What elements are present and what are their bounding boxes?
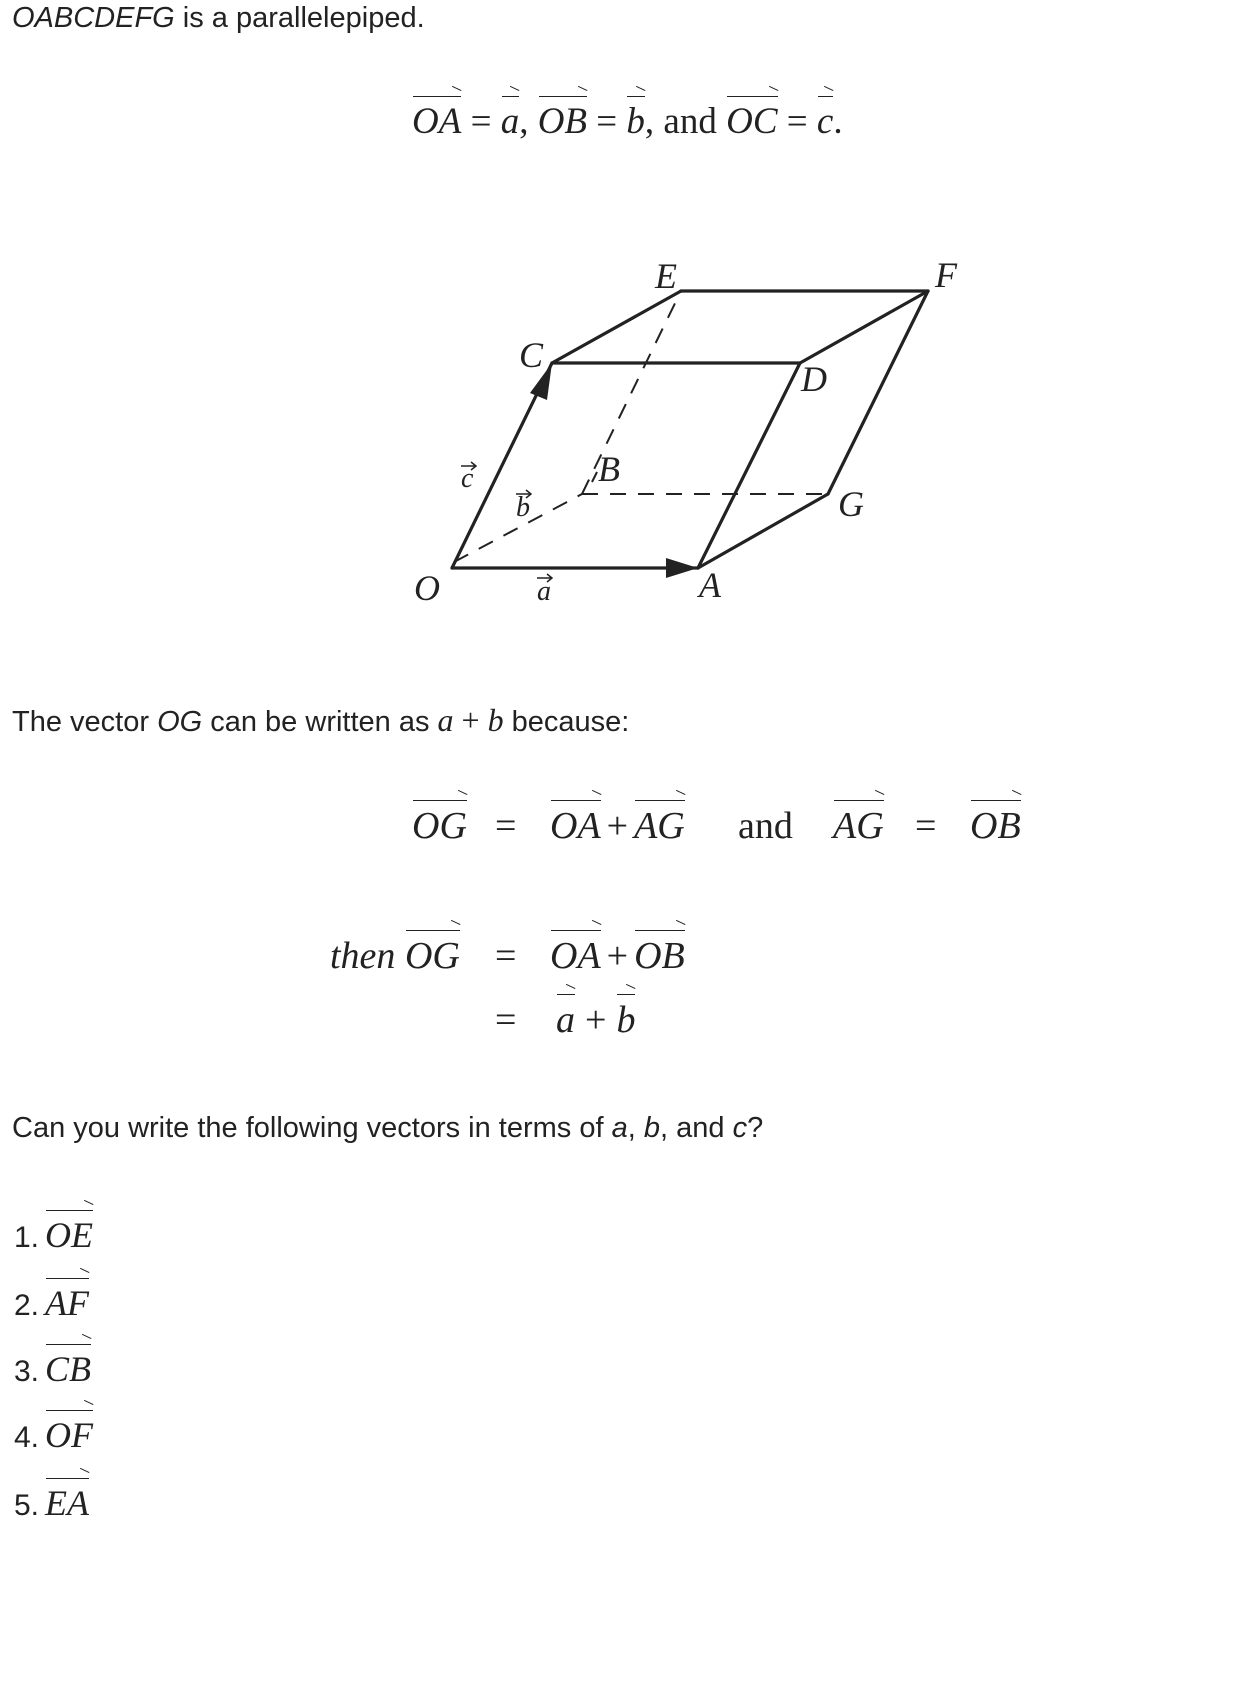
intro-rest: is a parallelepiped. xyxy=(174,2,425,34)
solid-name: OABCDEFG xyxy=(12,2,175,34)
d2-lhs: OG xyxy=(404,935,460,977)
exercise-item-5 xyxy=(14,1482,89,1524)
d3-eq: = xyxy=(495,999,517,1041)
label-f: F xyxy=(935,255,957,295)
exercise-item-4 xyxy=(14,1414,93,1456)
d1-r1: OA xyxy=(550,805,601,847)
vector-ob: OB xyxy=(537,101,588,142)
d1-eq2: = xyxy=(915,805,937,847)
d1-lhs2: AG xyxy=(833,805,884,847)
question-sep2: , and xyxy=(660,1112,733,1144)
d2-eq: = xyxy=(495,935,517,977)
derivation-line-3 xyxy=(556,998,635,1042)
question-a: a xyxy=(611,1112,628,1144)
d1-lhs2-wrap xyxy=(833,804,884,848)
question-b: b xyxy=(643,1112,660,1144)
explanation-mid: can be written as xyxy=(202,706,438,738)
exercise-number: 1. xyxy=(14,1221,40,1254)
hidden-edge-be xyxy=(582,291,681,494)
question-end: ? xyxy=(747,1112,764,1144)
exercise-vector: OE xyxy=(45,1215,94,1255)
question-lead: Can you write the following vectors in terms of xyxy=(12,1112,612,1144)
explanation-plus: + xyxy=(453,702,488,738)
d3-r1: a xyxy=(556,999,575,1041)
parallelepiped-diagram xyxy=(0,0,1258,700)
vector-a: a xyxy=(500,101,520,142)
exercise-vector: AF xyxy=(45,1283,90,1323)
label-g: G xyxy=(838,484,864,524)
explanation-sentence xyxy=(12,702,629,739)
d1-plus: + xyxy=(606,805,629,847)
explanation-a: a xyxy=(437,702,454,738)
label-d: D xyxy=(801,359,827,399)
derivation-line-2 xyxy=(330,934,460,978)
d2-r1: OA xyxy=(550,935,601,977)
arrowhead-a xyxy=(666,558,698,578)
vector-oa: OA xyxy=(412,101,462,142)
exercise-vector: EA xyxy=(45,1483,90,1523)
exercise-number: 4. xyxy=(14,1421,40,1454)
d2-rhs xyxy=(550,934,685,978)
label-vec-a: a xyxy=(537,576,551,607)
explanation-lead: The vector xyxy=(12,706,158,738)
definitions-equation: OA = a, OB = b, and OC = c. xyxy=(412,101,843,142)
exercise-item-3 xyxy=(14,1348,91,1390)
label-vec-c: c xyxy=(461,463,474,494)
exercise-vector: CB xyxy=(45,1349,92,1389)
derivation-line-1 xyxy=(412,804,467,848)
exercise-item-1 xyxy=(14,1214,93,1256)
label-c: C xyxy=(519,335,544,375)
label-o: O xyxy=(414,568,440,608)
d1-eq: = xyxy=(495,805,517,847)
label-vec-b: b xyxy=(516,492,530,523)
edge-gf xyxy=(828,291,928,494)
d1-lhs: OG xyxy=(412,805,467,847)
d3-plus: + xyxy=(585,999,607,1041)
and-word: and xyxy=(663,101,717,142)
d1-r3-wrap xyxy=(970,804,1021,848)
exercise-vector: OF xyxy=(45,1415,94,1455)
exercise-item-2 xyxy=(14,1282,89,1324)
question-c: c xyxy=(732,1112,748,1144)
explanation-b: b xyxy=(487,702,504,738)
d1-and: and xyxy=(738,805,793,847)
edge-ce xyxy=(552,291,681,363)
d2-r2: OB xyxy=(634,935,685,977)
vector-c: c xyxy=(816,101,834,142)
label-a: A xyxy=(699,565,721,605)
question-sentence xyxy=(12,1112,763,1145)
exercise-number: 5. xyxy=(14,1489,40,1522)
question-sep1: , xyxy=(627,1112,644,1144)
exercise-number: 3. xyxy=(14,1355,40,1388)
label-e: E xyxy=(655,256,677,296)
vector-b: b xyxy=(626,101,645,142)
vector-oc: OC xyxy=(726,101,778,142)
d2-prefix: then xyxy=(330,935,396,977)
d1-r2: AG xyxy=(634,805,685,847)
d3-r2: b xyxy=(616,999,636,1041)
explanation-tail: because: xyxy=(503,706,630,738)
d2-plus: + xyxy=(606,935,629,977)
explanation-vector: OG xyxy=(157,706,203,738)
d1-rhs xyxy=(550,804,685,848)
tick-b xyxy=(592,472,597,482)
label-b: B xyxy=(598,449,620,489)
exercise-number: 2. xyxy=(14,1289,40,1322)
d1-r3: OB xyxy=(970,805,1021,847)
